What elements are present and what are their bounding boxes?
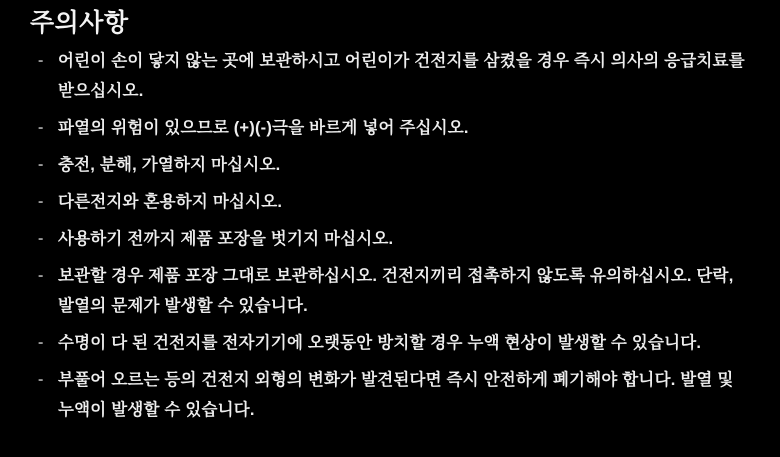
precaution-text: 보관할 경우 제품 포장 그대로 보관하십시오. 건전지끼리 접촉하지 않도록 유의하십시오. 단락, 발열의 문제가 발생할 수 있습니다. — [58, 267, 734, 315]
bullet-dash: - — [38, 156, 44, 173]
precaution-text: 어린이 손이 닿지 않는 곳에 보관하시고 어린이가 건전지를 삼켰을 경우 즉시 의사의 응급치료를 받으십시오. — [58, 52, 745, 100]
list-item — [30, 187, 748, 217]
bullet-dash: - — [38, 193, 44, 210]
list-item — [30, 328, 748, 358]
precaution-text: 파열의 위험이 있으므로 (+)(-)극을 바르게 넣어 주십시오. — [58, 119, 469, 137]
precautions-list — [30, 46, 748, 425]
list-item — [30, 224, 748, 254]
bullet-dash: - — [38, 52, 44, 69]
list-item — [30, 113, 748, 143]
list-item — [30, 261, 748, 321]
precaution-text: 충전, 분해, 가열하지 마십시오. — [58, 156, 281, 174]
page-title: 주의사항 — [30, 9, 129, 37]
precaution-text: 다른전지와 혼용하지 마십시오. — [58, 193, 283, 211]
list-item — [30, 150, 748, 180]
bullet-dash: - — [38, 371, 44, 388]
precaution-text: 수명이 다 된 건전지를 전자기기에 오랫동안 방치할 경우 누액 현상이 발생할 수 있습니다. — [58, 334, 702, 352]
bullet-dash: - — [38, 267, 44, 284]
precaution-text: 사용하기 전까지 제품 포장을 벗기지 마십시오. — [58, 230, 394, 248]
list-item — [30, 46, 748, 106]
list-item — [30, 365, 748, 425]
bullet-dash: - — [38, 119, 44, 136]
bullet-dash: - — [38, 230, 44, 247]
precaution-text: 부풀어 오르는 등의 건전지 외형의 변화가 발견된다면 즉시 안전하게 폐기해야 합니다. 발열 및 누액이 발생할 수 있습니다. — [58, 371, 734, 419]
bullet-dash: - — [38, 334, 44, 351]
